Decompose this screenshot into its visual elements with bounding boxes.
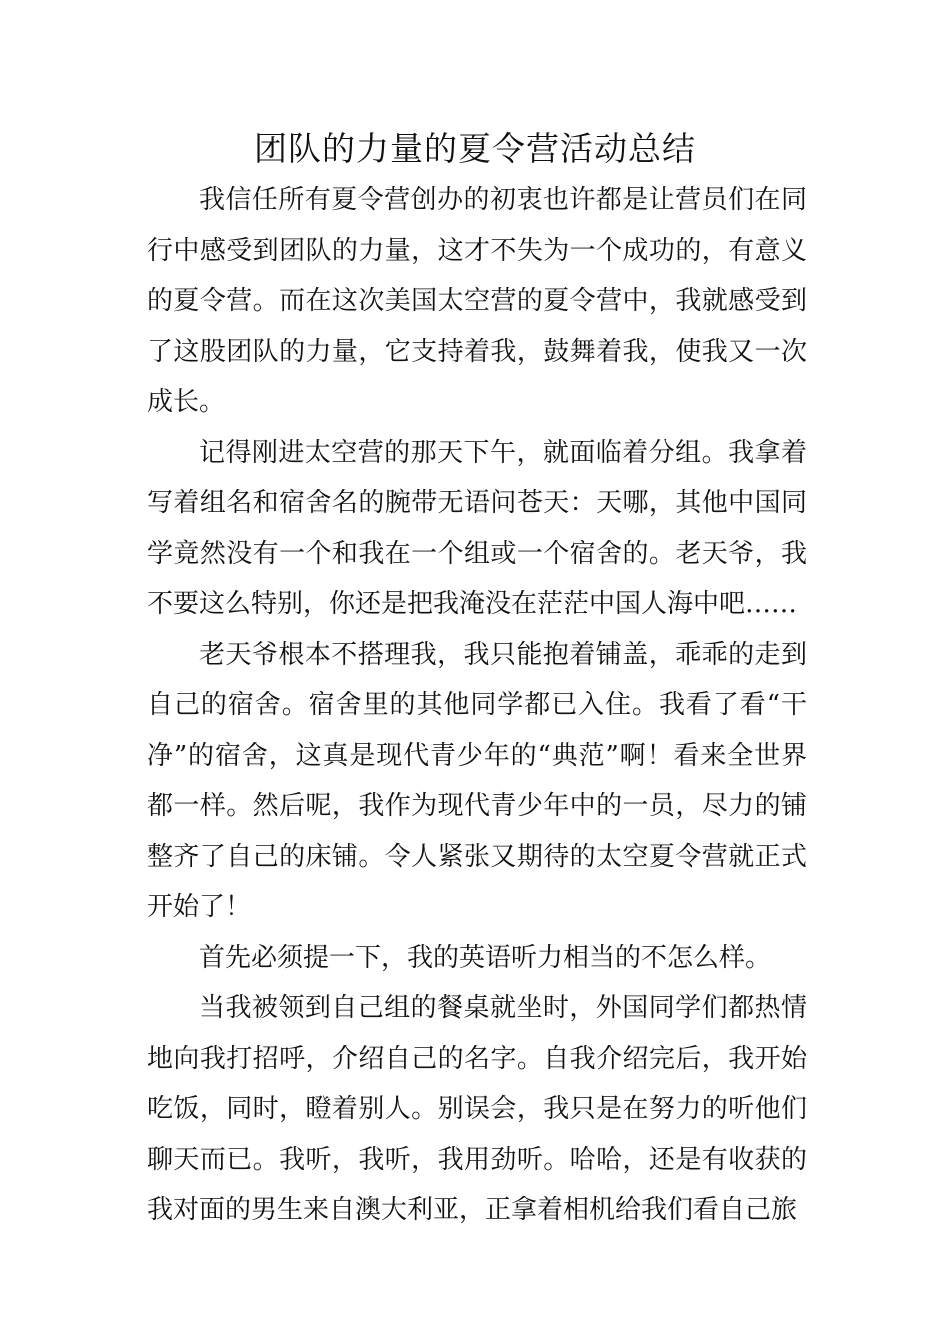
document-body	[147, 175, 807, 1236]
paragraph-4: 首先必须提一下，我的英语听力相当的不怎么样。	[199, 942, 772, 973]
paragraph-1: 我信任所有夏令营创办的初衷也许都是让营员们在同行中感受到团队的力量，这才不失为一个成功的，有意义的夏令营。而在这次美国太空营的夏令营中，我就感受到了这股团队的力量，它支持着我，鼓舞着我，使我又一次成长。	[147, 185, 807, 417]
paragraph-2: 记得刚进太空营的那天下午，就面临着分组。我拿着写着组名和宿舍名的腕带无语问苍天：天哪，其他中国同学竟然没有一个和我在一个组或一个宿舍的。老天爷，我不要这么特别，你还是把我淹没在茫茫中国人海中吧……	[147, 437, 807, 619]
paragraph-5: 当我被领到自己组的餐桌就坐时，外国同学们都热情地向我打招呼，介绍自己的名字。自我介绍完后，我开始吃饭，同时，瞪着别人。别误会，我只是在努力的听他们聊天而已。我听，我听，我用劲听。哈哈，还是有收获的我对面的男生来自澳大利亚，正拿着相机给我们看自己旅	[147, 993, 807, 1225]
document-title: 团队的力量的夏令营活动总结	[254, 129, 696, 168]
paragraph-3: 老天爷根本不搭理我，我只能抱着铺盖，乖乖的走到自己的宿舍。宿舍里的其他同学都已入住。我看了看“干净”的宿舍，这真是现代青少年的“典范”啊！看来全世界都一样。然后呢，我作为现代青少年中的一员，尽力的铺整齐了自己的床铺。令人紧张又期待的太空夏令营就正式开始了！	[147, 639, 807, 922]
